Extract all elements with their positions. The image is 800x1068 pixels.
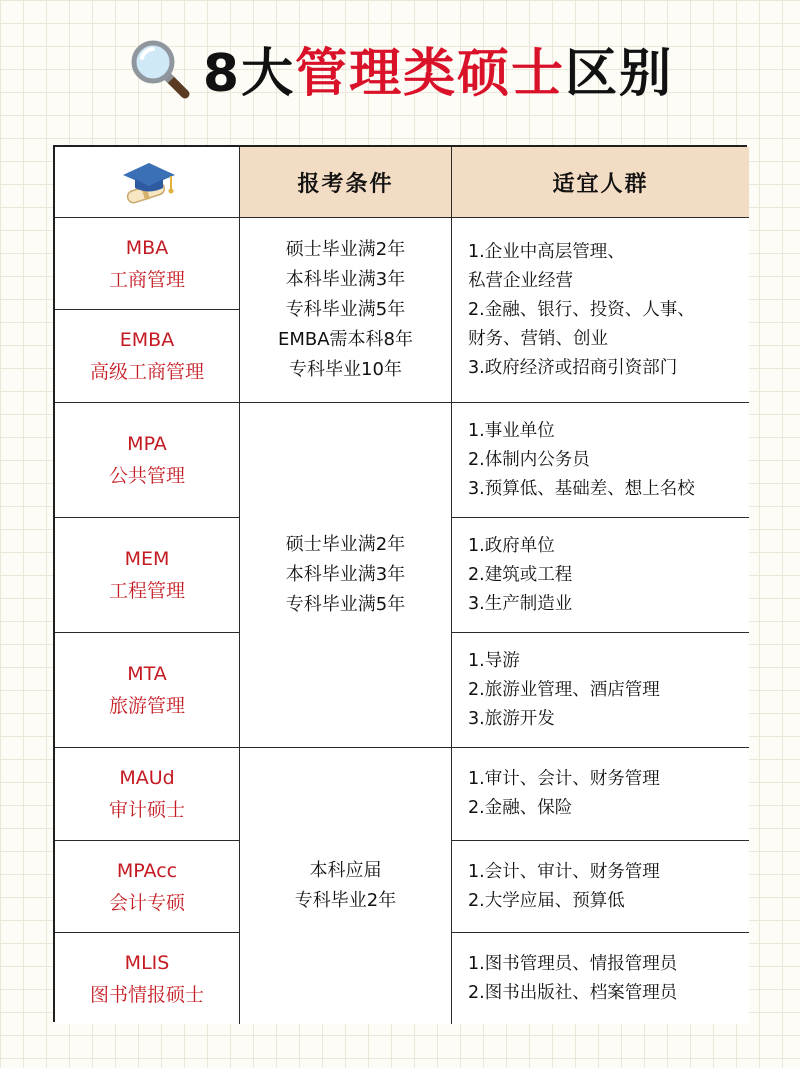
program-cell-mpacc: [55, 841, 240, 933]
program-code: MAUd: [119, 767, 175, 789]
audience-line: 3.预算低、基础差、想上名校: [468, 478, 695, 499]
title-row: [0, 28, 800, 108]
comparison-table: [53, 145, 747, 1022]
condition-line: EMBA需本科8年: [277, 329, 414, 350]
program-name: 高级工商管理: [89, 361, 204, 383]
audience-cell-mba-emba: [452, 218, 749, 403]
audience-line: 2.建筑或工程: [468, 564, 573, 585]
program-cell-maud: [55, 748, 240, 841]
audience-line: 1.审计、会计、财务管理: [468, 769, 660, 789]
program-cell-mlis: [55, 933, 240, 1024]
magnifying-glass-icon: [127, 36, 191, 100]
audience-line: 2.体制内公务员: [468, 449, 590, 470]
program-name: 工程管理: [108, 580, 185, 602]
title-prefix: 8大: [202, 43, 296, 104]
program-cell-mba: [55, 218, 240, 310]
program-code: MEM: [124, 548, 170, 570]
program-cell-emba: [55, 310, 240, 403]
program-cell-mpa: [55, 403, 240, 518]
condition-line: 专科毕业10年: [289, 359, 402, 380]
audience-cell-mpacc: [452, 841, 749, 933]
audience-line: 2.旅游业管理、酒店管理: [468, 679, 660, 700]
condition-line: 专科毕业2年: [294, 890, 397, 911]
program-name: 工商管理: [108, 268, 185, 291]
condition-line: 专科毕业满5年: [285, 594, 406, 615]
program-cell-mem: [55, 518, 240, 633]
program-code: MLIS: [124, 951, 170, 974]
audience-cell-mpa: [452, 403, 749, 518]
condition-cell-mpa-mem-mta: [240, 403, 452, 748]
audience-line: 2.大学应届、预算低: [468, 890, 625, 911]
program-name: 会计专硕: [108, 891, 185, 914]
audience-line: 1.事业单位: [468, 420, 555, 441]
program-code: MBA: [125, 236, 169, 259]
header-corner-cell: [55, 147, 240, 218]
audience-line: 3.旅游开发: [468, 708, 555, 729]
program-code: MPAcc: [116, 859, 178, 882]
audience-line: 2.金融、银行、投资、人事、: [468, 299, 695, 320]
program-code: EMBA: [119, 329, 175, 351]
audience-cell-mta: [452, 633, 749, 748]
condition-line: 硕士毕业满2年: [285, 239, 406, 260]
audience-line: 2.图书出版社、档案管理员: [468, 982, 678, 1003]
program-code: MPA: [127, 433, 167, 455]
header-condition: 报考条件: [240, 147, 452, 218]
program-code: MTA: [127, 663, 167, 685]
header-audience: 适宜人群: [452, 147, 749, 218]
audience-line: 2.金融、保险: [468, 798, 573, 818]
condition-cell-maud-mpacc-mlis: [240, 748, 452, 1024]
title-suffix: 区别: [565, 43, 674, 104]
audience-line: 1.会计、审计、财务管理: [468, 861, 660, 882]
condition-line: 本科毕业满3年: [285, 269, 406, 290]
audience-cell-mem: [452, 518, 749, 633]
program-name: 公共管理: [108, 465, 185, 487]
condition-line: 硕士毕业满2年: [285, 534, 406, 555]
program-name: 旅游管理: [108, 695, 185, 717]
condition-line: 本科毕业满3年: [285, 564, 406, 585]
audience-line: 1.图书管理员、情报管理员: [468, 953, 678, 974]
condition-line: 专科毕业满5年: [285, 299, 406, 320]
title-highlight: 管理类硕士: [295, 43, 566, 104]
audience-line: 1.企业中高层管理、: [468, 241, 625, 262]
audience-line: 1.政府单位: [468, 535, 555, 556]
program-cell-mta: [55, 633, 240, 748]
audience-cell-maud: [452, 748, 749, 841]
program-name: 审计硕士: [108, 799, 185, 821]
condition-cell-mba-emba: [240, 218, 452, 403]
program-name: 图书情报硕士: [89, 983, 204, 1006]
audience-cell-mlis: [452, 933, 749, 1024]
audience-line: 私营企业经营: [468, 270, 573, 291]
audience-line: 1.导游: [468, 650, 520, 671]
audience-line: 3.政府经济或招商引资部门: [468, 357, 678, 378]
audience-line: 财务、营销、创业: [468, 328, 608, 349]
condition-line: 本科应届: [309, 860, 382, 881]
audience-line: 3.生产制造业: [468, 593, 573, 614]
graduation-cap-icon: [115, 157, 179, 207]
